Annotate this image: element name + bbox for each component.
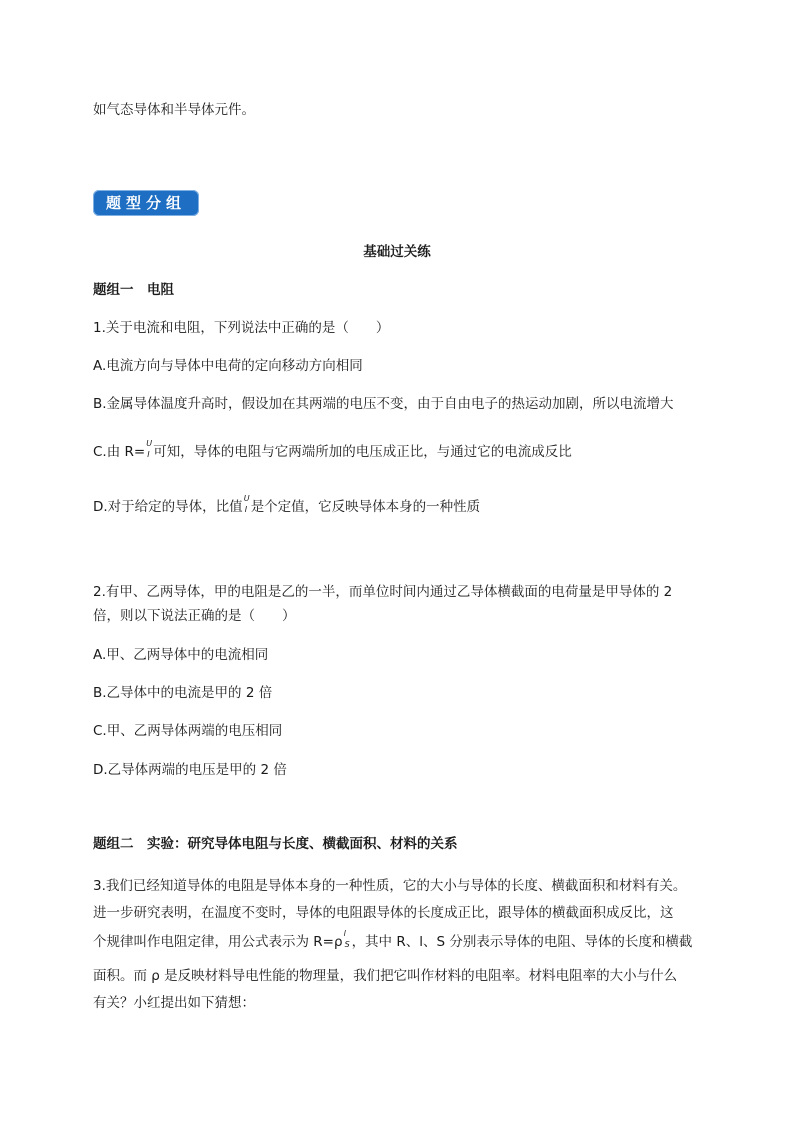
q1-option-a: A.电流方向与导体中电荷的定向移动方向相同 (93, 358, 363, 374)
q3-line4: 面积。而 ρ 是反映材料导电性能的物理量，我们把它叫作材料的电阻率。材料电阻率的大小与什么 (93, 968, 678, 984)
q1-option-d (93, 494, 481, 517)
group1-title: 题组一 电阻 (93, 282, 174, 298)
fraction-denominator: S (344, 940, 350, 949)
fraction-denominator: I (147, 450, 150, 459)
group2-title: 题组二 实验：研究导体电阻与长度、横截面积、材料的关系 (93, 836, 458, 852)
q1-option-c (93, 439, 572, 462)
q3-line3-prefix: 个规律叫作电阻定律，用公式表示为 R=ρ (93, 934, 343, 950)
q1-stem: 1.关于电流和电阻，下列说法中正确的是（ ） (93, 320, 390, 336)
q1-option-d-prefix: D.对于给定的导体，比值 (93, 499, 243, 515)
question-type-badge: 题型分组 (93, 190, 199, 216)
section-title: 基础过关练 (363, 244, 431, 260)
q2-stem-line1: 2.有甲、乙两导体，甲的电阻是乙的一半，而单位时间内通过乙导体横截面的电荷量是甲导体的 2 (93, 584, 673, 600)
q1-option-c-suffix: 可知，导体的电阻与它两端所加的电压成正比，与通过它的电流成反比 (153, 444, 572, 460)
q2-option-b: B.乙导体中的电流是甲的 2 倍 (93, 685, 273, 701)
q3-line1: 3.我们已经知道导体的电阻是导体本身的一种性质，它的大小与导体的长度、横截面积和材料有关。 (93, 878, 687, 894)
q1-option-b: B.金属导体温度升高时，假设加在其两端的电压不变，由于自由电子的热运动加剧，所以电流增大 (93, 396, 674, 412)
fraction-u-over-i (145, 439, 153, 461)
fraction-u-over-i (243, 494, 251, 516)
q3-line5: 有关？小红提出如下猜想： (93, 995, 255, 1011)
fraction-numerator: U (146, 439, 153, 448)
q2-option-d: D.乙导体两端的电压是甲的 2 倍 (93, 762, 287, 778)
intro-tail-text: 如气态导体和半导体元件。 (93, 102, 255, 118)
fraction-l-over-s (343, 929, 352, 951)
q2-option-a: A.甲、乙两导体中的电流相同 (93, 647, 269, 663)
q3-line3-suffix: ，其中 R、l、S 分别表示导体的电阻、导体的长度和横截 (351, 934, 693, 950)
fraction-numerator: l (343, 929, 346, 938)
fraction-denominator: I (244, 505, 248, 514)
q1-option-d-suffix: 是个定值，它反映导体本身的一种性质 (250, 499, 481, 515)
fraction-numerator: U (243, 494, 250, 503)
q3-line3 (93, 929, 693, 952)
q2-stem-line2: 倍，则以下说法正确的是（ ） (93, 608, 296, 624)
q2-option-c: C.甲、乙两导体两端的电压相同 (93, 723, 283, 739)
q1-option-c-prefix: C.由 R= (93, 444, 146, 460)
q3-line2: 进一步研究表明，在温度不变时，导体的电阻跟导体的长度成正比，跟导体的横截面积成反比，这 (93, 905, 674, 921)
